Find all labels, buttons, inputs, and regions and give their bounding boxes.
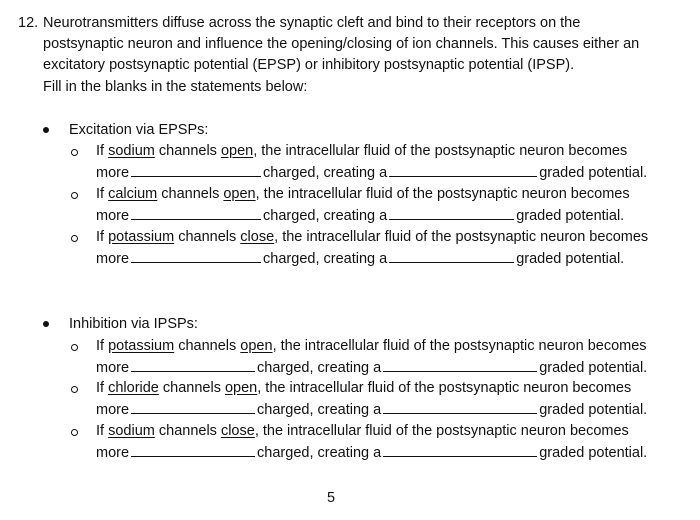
section-bullet xyxy=(43,321,49,327)
charge-blank[interactable] xyxy=(131,443,255,457)
fill-line: more charged, creating a graded potential. xyxy=(96,360,648,376)
potential-type-blank[interactable] xyxy=(383,443,537,457)
channel-action: open xyxy=(240,338,273,354)
statement-line: If sodium channels open, the intracellular fluid of the postsynaptic neuron becomes xyxy=(96,143,628,159)
charge-blank[interactable] xyxy=(131,358,255,372)
intro-line-1: Neurotransmitters diffuse across the synaptic cleft and bind to their receptors on the xyxy=(43,15,581,31)
statement-line: If potassium channels open, the intracellular fluid of the postsynaptic neuron becomes xyxy=(96,338,647,354)
question-number: 12. xyxy=(18,15,39,31)
intro-line-3: excitatory postsynaptic potential (EPSP) or inhibitory postsynaptic potential (IPSP). xyxy=(43,57,575,73)
intro-line-2: postsynaptic neuron and influence the opening/closing of ion channels. This causes either an xyxy=(43,36,640,52)
ion-name: chloride xyxy=(108,380,159,396)
page-number: 5 xyxy=(327,490,336,506)
ion-name: potassium xyxy=(108,338,175,354)
fill-line: more charged, creating a graded potential. xyxy=(96,208,625,224)
potential-type-blank[interactable] xyxy=(389,249,514,263)
potential-type-blank[interactable] xyxy=(383,358,537,372)
statement-line: If potassium channels close, the intracellular fluid of the postsynaptic neuron becomes xyxy=(96,229,649,245)
charge-blank[interactable] xyxy=(131,163,261,177)
fill-line: more charged, creating a graded potential. xyxy=(96,402,648,418)
intro-line-4: Fill in the blanks in the statements below: xyxy=(43,79,308,95)
statement-line: If chloride channels open, the intracellular fluid of the postsynaptic neuron becomes xyxy=(96,380,632,396)
statement-line: If sodium channels close, the intracellular fluid of the postsynaptic neuron becomes xyxy=(96,423,629,439)
channel-action: open xyxy=(223,186,256,202)
item-bullet xyxy=(71,386,78,393)
ion-name: sodium xyxy=(108,143,155,159)
potential-type-blank[interactable] xyxy=(389,206,514,220)
ion-name: sodium xyxy=(108,423,155,439)
channel-action: close xyxy=(240,229,275,245)
charge-blank[interactable] xyxy=(131,206,261,220)
statement-line: If calcium channels open, the intracellular fluid of the postsynaptic neuron becomes xyxy=(96,186,630,202)
item-bullet xyxy=(71,235,78,242)
ion-name: calcium xyxy=(108,186,158,202)
section-bullet xyxy=(43,127,49,133)
channel-action: open xyxy=(224,380,258,396)
item-bullet xyxy=(71,344,78,351)
potential-type-blank[interactable] xyxy=(383,400,537,414)
channel-action: open xyxy=(220,143,254,159)
ion-name: potassium xyxy=(108,229,175,245)
item-bullet xyxy=(71,149,78,156)
section-heading-excitation: Excitation via EPSPs: xyxy=(69,122,209,138)
charge-blank[interactable] xyxy=(131,249,261,263)
charge-blank[interactable] xyxy=(131,400,255,414)
channel-action: close xyxy=(220,423,255,439)
section-heading-inhibition: Inhibition via IPSPs: xyxy=(69,316,198,332)
fill-line: more charged, creating a graded potential. xyxy=(96,251,625,267)
potential-type-blank[interactable] xyxy=(389,163,537,177)
fill-line: more charged, creating a graded potential. xyxy=(96,445,648,461)
item-bullet xyxy=(71,192,78,199)
fill-line: more charged, creating a graded potential. xyxy=(96,165,648,181)
item-bullet xyxy=(71,429,78,436)
